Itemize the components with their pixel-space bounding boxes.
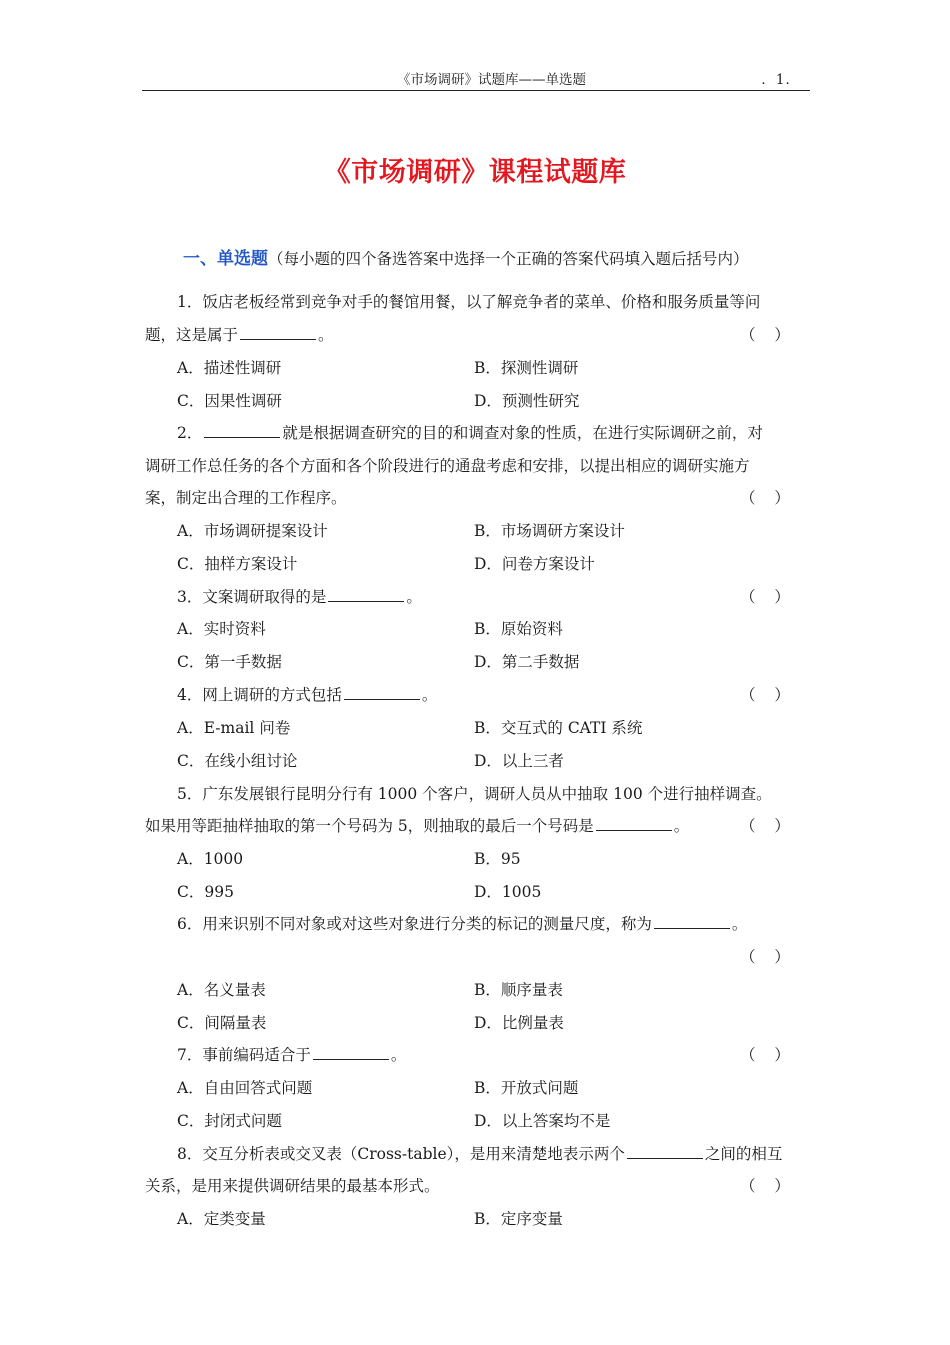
question-8-line-2: 关系，是用来提供调研结果的最基本形式。 [145,1177,440,1195]
option-b: B．95 [474,850,521,868]
answer-parentheses: （ ） [740,817,790,835]
option-a: A．实时资料 [177,620,266,638]
answer-parentheses: （ ） [740,686,790,704]
document-title: 《市场调研》课程试题库 [323,157,627,188]
question-2-line-1: 2． 就是根据调查研究的目的和调查对象的性质，在进行实际调研之前，对 [177,424,763,442]
answer-parentheses: （ ） [740,588,790,606]
header-title: 《市场调研》试题库——单选题 [397,72,586,88]
option-b: B．市场调研方案设计 [474,522,625,540]
page-header [142,64,810,91]
option-b: B．开放式问题 [474,1079,579,1097]
question-7-line-1: 7．事前编码适合于 。 [177,1046,407,1064]
option-b: B．探测性调研 [474,359,579,377]
question-8-line-1: 8．交互分析表或交叉表（Cross-table），是用来清楚地表示两个 之间的相互 [177,1145,783,1163]
option-b: B．原始资料 [474,620,563,638]
question-1-line-2: 题，这是属于 。 [145,326,334,344]
option-d: D．预测性研究 [474,392,580,410]
option-b: B．交互式的 CATI 系统 [474,719,643,737]
option-d: D．问卷方案设计 [474,555,595,573]
option-d: D．第二手数据 [474,653,580,671]
answer-parentheses: （ ） [740,948,790,966]
answer-parentheses: （ ） [740,1177,790,1195]
answer-blank [344,684,420,700]
answer-blank [654,913,730,929]
option-d: D．以上三者 [474,752,564,770]
answer-blank [627,1143,703,1159]
option-c: C．抽样方案设计 [177,555,298,573]
section-instruction: （每小题的四个备选答案中选择一个正确的答案代码填入题后括号内） [268,250,749,268]
option-a: A．定类变量 [177,1210,266,1228]
option-d: D．比例量表 [474,1014,564,1032]
option-b: B．定序变量 [474,1210,563,1228]
option-a: A．描述性调研 [177,359,282,377]
option-c: C．在线小组讨论 [177,752,298,770]
answer-blank [204,422,280,438]
question-6-line-1: 6．用来识别不同对象或对这些对象进行分类的标记的测量尺度，称为 。 [177,915,748,933]
question-1-line-1: 1．饭店老板经常到竞争对手的餐馆用餐，以了解竞争者的菜单、价格和服务质量等问 [177,293,761,311]
answer-blank [596,815,672,831]
option-c: C．995 [177,883,234,901]
option-d: D．以上答案均不是 [474,1112,611,1130]
option-c: C．第一手数据 [177,653,282,671]
question-3-line-1: 3．文案调研取得的是 。 [177,588,422,606]
question-4-line-1: 4．网上调研的方式包括 。 [177,686,438,704]
option-a: A．自由回答式问题 [177,1079,313,1097]
option-c: C．封闭式问题 [177,1112,282,1130]
section-heading: 一、单选题 [183,249,268,269]
header-page-number: ．1． [761,72,800,88]
option-a: A．1000 [177,850,244,868]
option-d: D．1005 [474,883,542,901]
option-a: A．市场调研提案设计 [177,522,328,540]
option-a: A．E-mail 问卷 [177,719,291,737]
answer-blank [240,324,316,340]
option-b: B．顺序量表 [474,981,563,999]
answer-blank [313,1044,389,1060]
question-5-line-2: 如果用等距抽样抽取的第一个号码为 5，则抽取的最后一个号码是 。 [145,817,690,835]
answer-parentheses: （ ） [740,489,790,507]
question-2-line-3: 案，制定出合理的工作程序。 [145,489,347,507]
section-heading-line [183,244,823,269]
option-c: C．间隔量表 [177,1014,267,1032]
option-a: A．名义量表 [177,981,266,999]
question-2-line-2: 调研工作总任务的各个方面和各个阶段进行的通盘考虑和安排，以提出相应的调研实施方 [145,457,750,475]
answer-parentheses: （ ） [740,326,790,344]
answer-blank [328,586,404,602]
answer-parentheses: （ ） [740,1046,790,1064]
question-5-line-1: 5．广东发展银行昆明分行有 1000 个客户，调研人员从中抽取 100 个进行抽样调查。 [177,785,772,803]
option-c: C．因果性调研 [177,392,282,410]
